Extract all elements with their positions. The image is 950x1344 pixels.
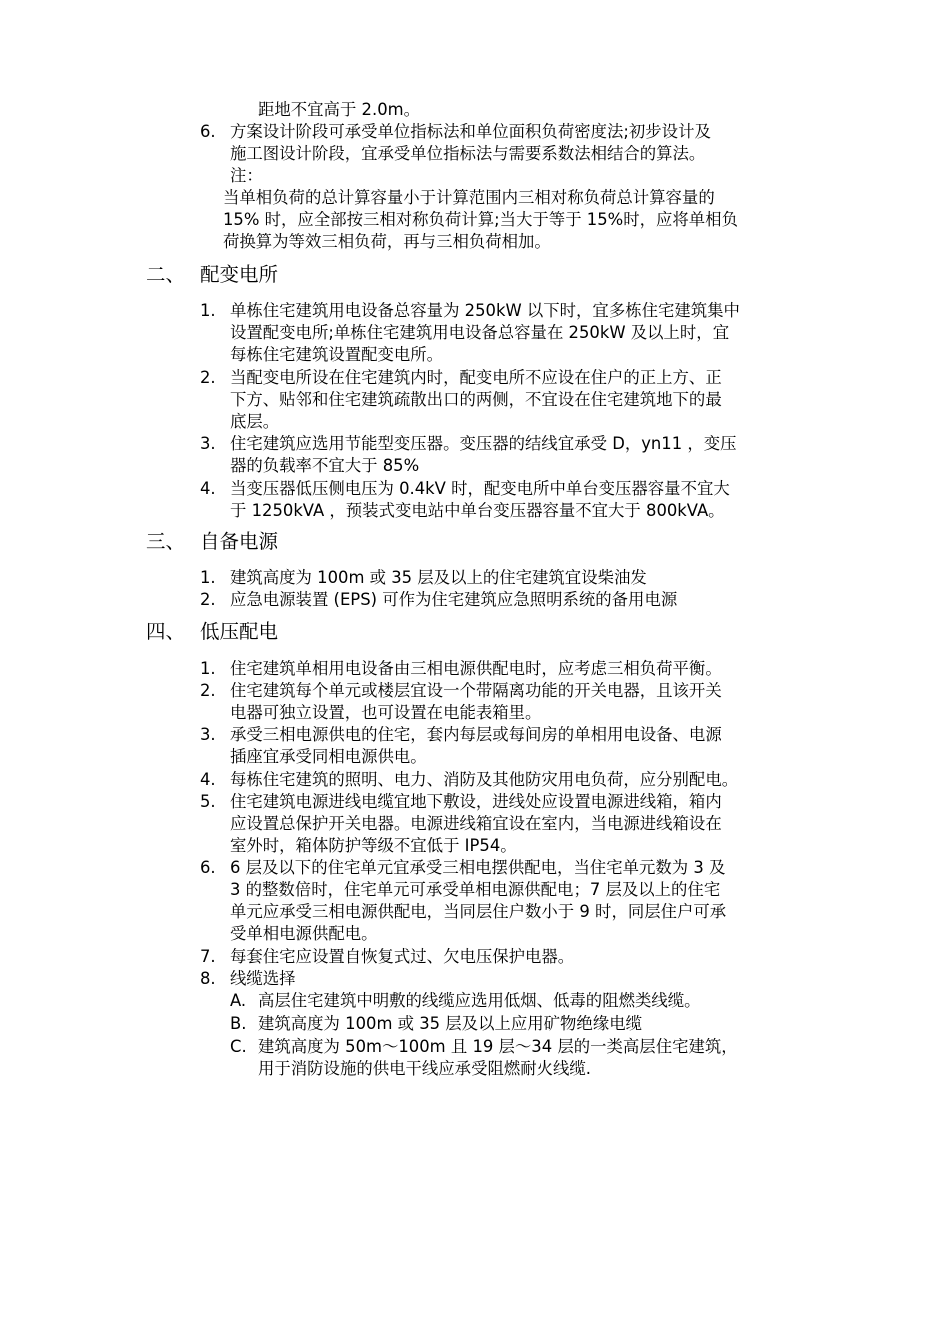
sub-item-letter: B. bbox=[230, 1014, 247, 1033]
text-line: 承受三相电源供电的住宅，套内每层或每间房的单相用电设备、电源 bbox=[230, 725, 722, 744]
text-line: 建筑高度为 50m～100m 且 19 层～34 层的一类高层住宅建筑， bbox=[258, 1037, 738, 1056]
item-number: 2. bbox=[200, 368, 216, 387]
section-number: 四、 bbox=[146, 620, 186, 643]
text-line: 每套住宅应设置自恢复式过、欠电压保护电器。 bbox=[230, 947, 575, 966]
text-line: 单元应承受三相电源供配电，当同层住户数小于 9 时，同层住户可承 bbox=[230, 902, 727, 921]
item-number: 6. bbox=[200, 122, 216, 141]
item-number: 1. bbox=[200, 301, 216, 320]
text-line: 距地不宜高于 2.0m。 bbox=[258, 100, 420, 119]
item-number: 4. bbox=[200, 479, 216, 498]
item-number: 7. bbox=[200, 947, 216, 966]
text-line: 下方、贴邻和住宅建筑疏散出口的两侧，不宜设在住宅建筑地下的最 bbox=[230, 390, 722, 409]
text-line: 6 层及以下的住宅单元宜承受三相电摆供配电，当住宅单元数为 3 及 bbox=[230, 858, 726, 877]
text-line: 室外时，箱体防护等级不宜低于 IP54。 bbox=[230, 836, 517, 855]
text-line: 插座宜承受同相电源供电。 bbox=[230, 747, 427, 766]
item-number: 4. bbox=[200, 770, 216, 789]
text-line: 注： bbox=[230, 166, 263, 185]
text-line: 电器可独立设置，也可设置在电能表箱里。 bbox=[230, 703, 542, 722]
item-number: 2. bbox=[200, 681, 216, 700]
text-line: 单栋住宅建筑用电设备总容量为 250kW 以下时，宜多栋住宅建筑集中 bbox=[230, 301, 740, 320]
text-line: 住宅建筑电源进线电缆宜地下敷设，进线处应设置电源进线箱，箱内 bbox=[230, 792, 722, 811]
item-number: 3. bbox=[200, 725, 216, 744]
text-line: 当变压器低压侧电压为 0.4kV 时，配变电所中单台变压器容量不宜大 bbox=[230, 479, 730, 498]
text-line: 底层。 bbox=[230, 412, 280, 431]
text-line: 施工图设计阶段，宜承受单位指标法与需要系数法相结合的算法。 bbox=[230, 144, 706, 163]
text-line: 方案设计阶段可承受单位指标法和单位面积负荷密度法;初步设计及 bbox=[230, 122, 711, 141]
item-number: 3. bbox=[200, 434, 216, 453]
sub-item-letter: C. bbox=[230, 1037, 247, 1056]
text-line: 高层住宅建筑中明敷的线缆应选用低烟、低毒的阻燃类线缆。 bbox=[258, 991, 701, 1010]
text-line: 受单相电源供配电。 bbox=[230, 924, 378, 943]
text-line: 建筑高度为 100m 或 35 层及以上的住宅建筑宜设柴油发 bbox=[230, 568, 647, 587]
text-line: 3 的整数倍时，住宅单元可承受单相电源供配电；7 层及以上的住宅 bbox=[230, 880, 721, 899]
text-line: 15% 时，应全部按三相对称负荷计算;当大于等于 15%时，应将单相负 bbox=[223, 210, 738, 229]
text-line: 用于消防设施的供电干线应承受阻燃耐火线缆. bbox=[258, 1059, 592, 1078]
text-line: 建筑高度为 100m 或 35 层及以上应用矿物绝缘电缆 bbox=[258, 1014, 642, 1033]
text-line: 每栋住宅建筑设置配变电所。 bbox=[230, 345, 444, 364]
text-line: 应设置总保护开关电器。电源进线箱宜设在室内，当电源进线箱设在 bbox=[230, 814, 722, 833]
item-number: 5. bbox=[200, 792, 216, 811]
text-line: 器的负载率不宜大于 85% bbox=[230, 456, 420, 475]
text-line: 住宅建筑应选用节能型变压器。变压器的结线宜承受 D，yn11 ，变压 bbox=[230, 434, 737, 453]
section-number: 三、 bbox=[146, 530, 186, 553]
item-number: 2. bbox=[200, 590, 216, 609]
text-line: 应急电源装置 (EPS) 可作为住宅建筑应急照明系统的备用电源 bbox=[230, 590, 678, 609]
item-number: 6. bbox=[200, 858, 216, 877]
text-line: 设置配变电所;单栋住宅建筑用电设备总容量在 250kW 及以上时，宜 bbox=[230, 323, 730, 342]
text-line: 住宅建筑每个单元或楼层宜设一个带隔离功能的开关电器，且该开关 bbox=[230, 681, 722, 700]
text-line: 线缆选择 bbox=[230, 969, 296, 988]
item-number: 8. bbox=[200, 969, 216, 988]
text-line: 于 1250kVA ，预装式变电站中单台变压器容量不宜大于 800kVA。 bbox=[230, 501, 725, 520]
section-title: 低压配电 bbox=[200, 620, 279, 643]
item-number: 1. bbox=[200, 659, 216, 678]
text-line: 当配变电所设在住宅建筑内时，配变电所不应设在住户的正上方、正 bbox=[230, 368, 722, 387]
section-title: 配变电所 bbox=[200, 263, 279, 286]
sub-item-letter: A. bbox=[230, 991, 247, 1010]
item-number: 1. bbox=[200, 568, 216, 587]
text-line: 当单相负荷的总计算容量小于计算范围内三相对称负荷总计算容量的 bbox=[223, 188, 715, 207]
text-line: 住宅建筑单相用电设备由三相电源供配电时，应考虑三相负荷平衡。 bbox=[230, 659, 722, 678]
text-line: 荷换算为等效三相负荷，再与三相负荷相加。 bbox=[223, 232, 551, 251]
text-line: 每栋住宅建筑的照明、电力、消防及其他防灾用电负荷，应分别配电。 bbox=[230, 770, 739, 789]
section-number: 二、 bbox=[146, 263, 186, 286]
section-title: 自备电源 bbox=[200, 530, 279, 553]
